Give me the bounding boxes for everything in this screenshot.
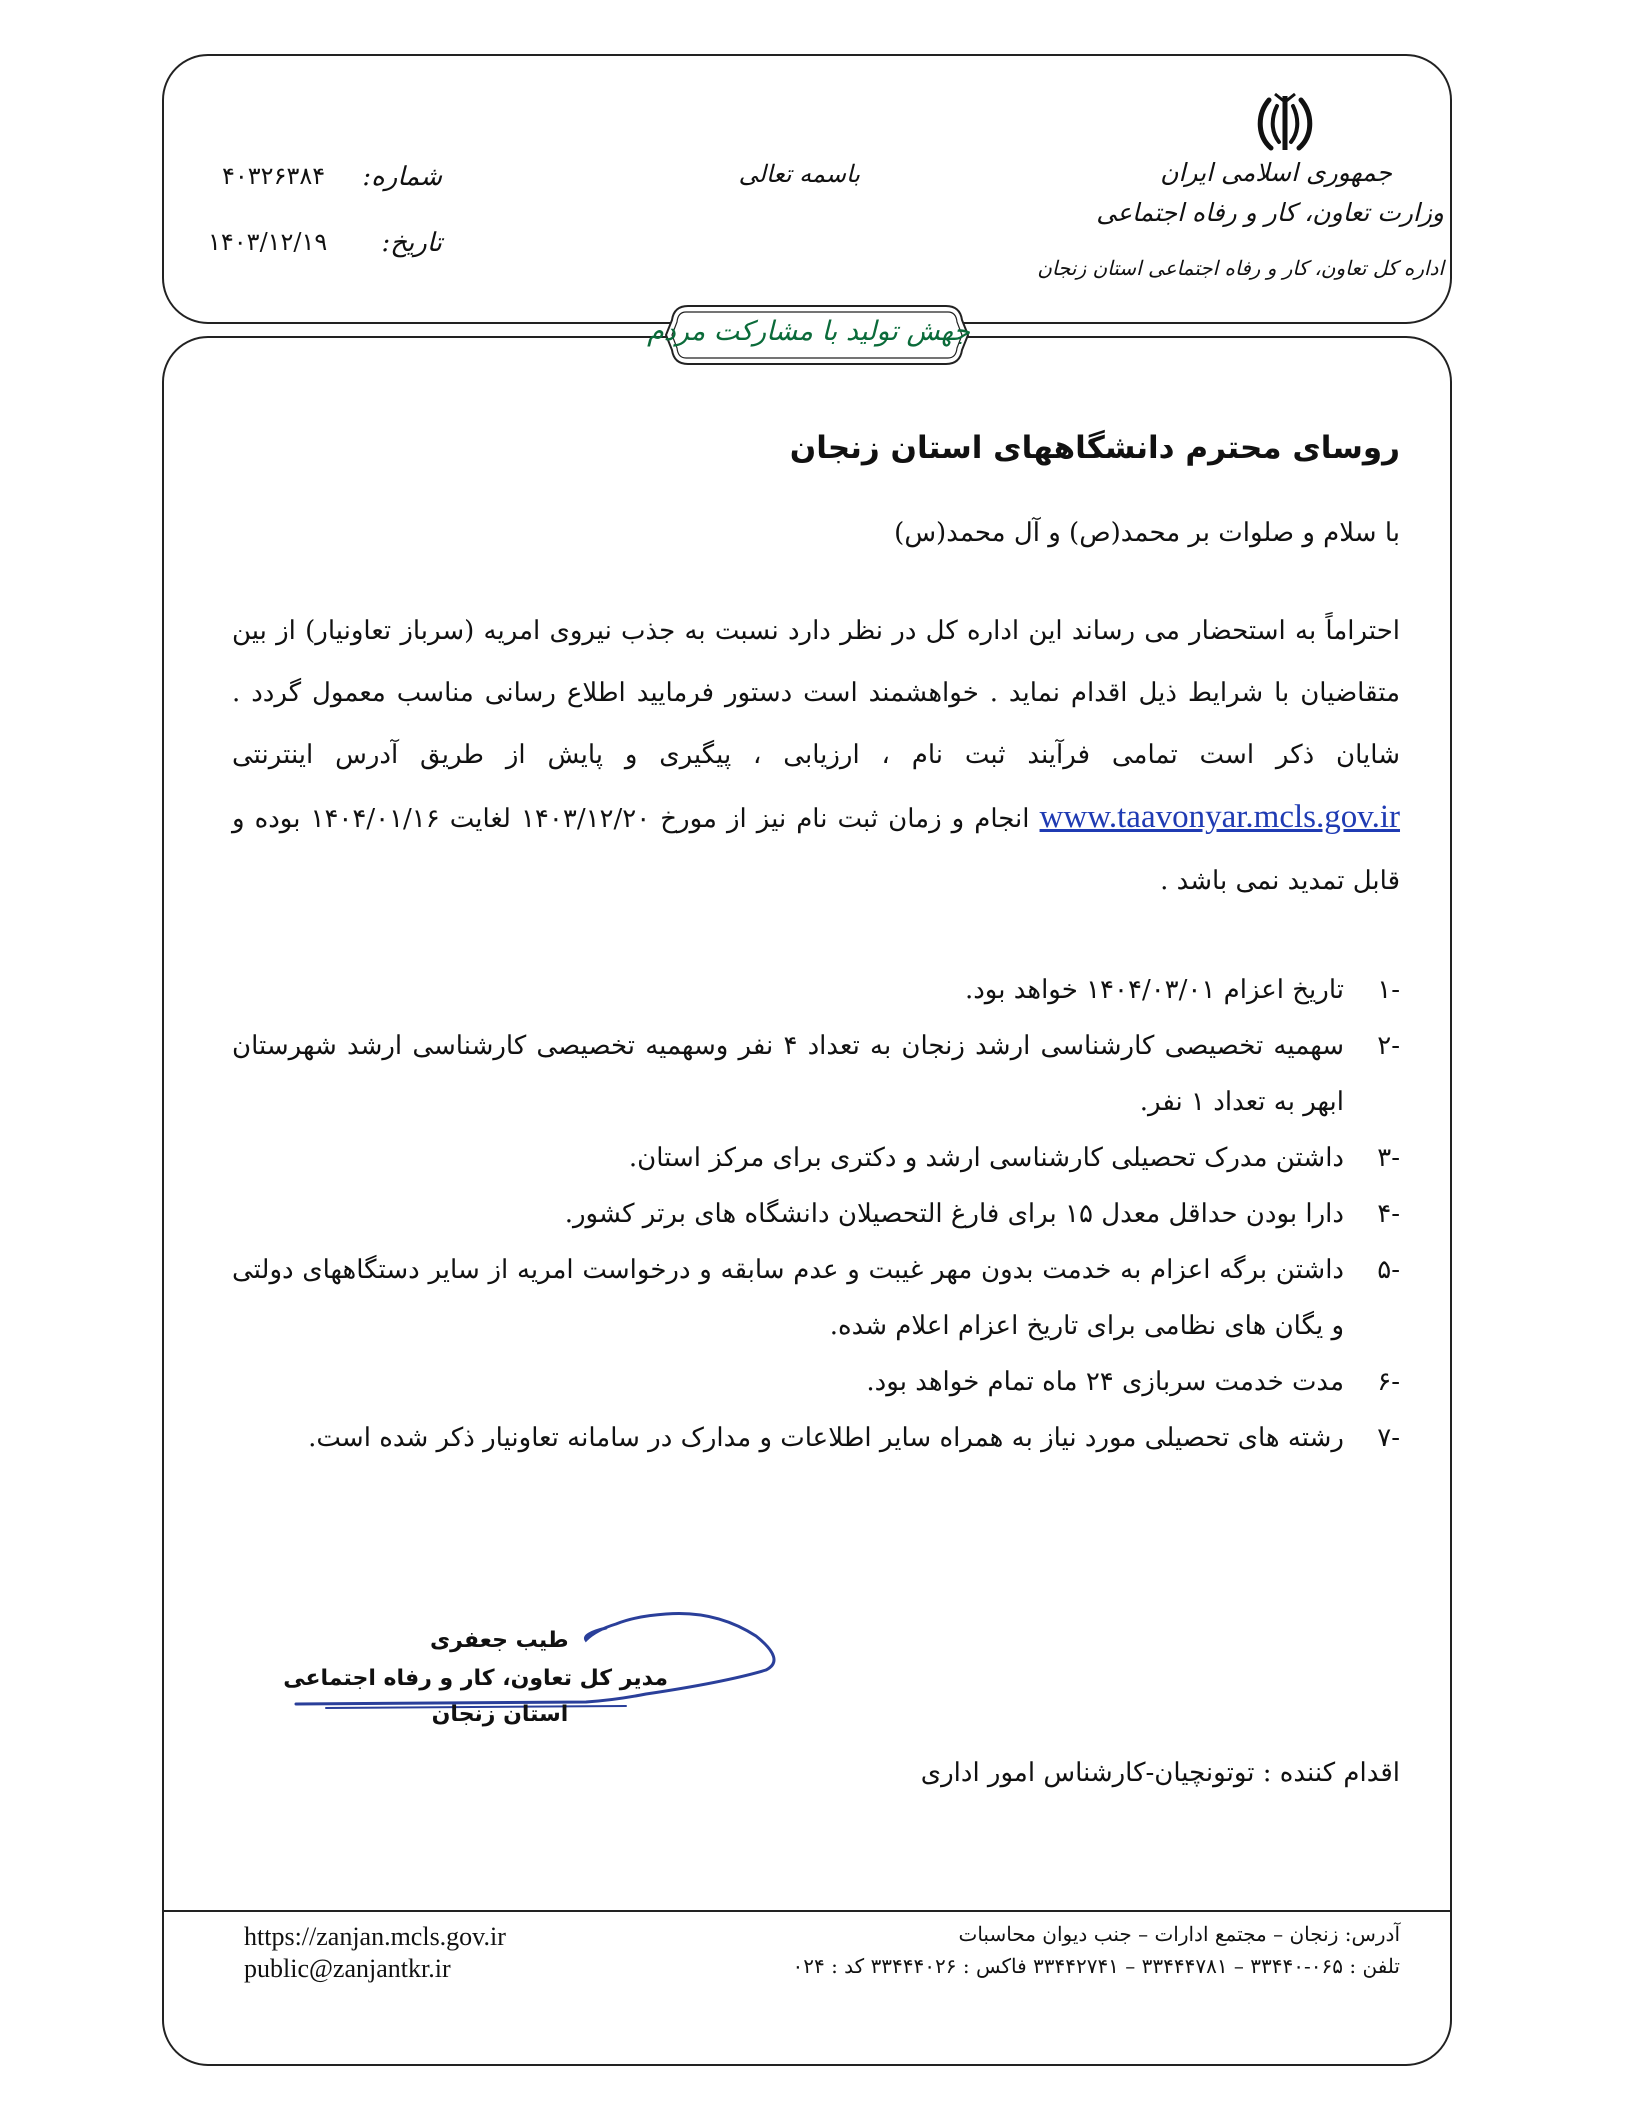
signatory-name: طیب جعفری bbox=[430, 1628, 569, 1653]
slogan-text: جهش تولید با مشارکت مردم bbox=[647, 316, 970, 347]
gov-line-directorate: اداره کل تعاون، کار و رفاه اجتماعی استان زنجان bbox=[1037, 256, 1444, 280]
greeting: با سلام و صلوات بر محمد(ص) و آل محمد(س) bbox=[894, 518, 1400, 548]
list-item-number: -۵ bbox=[1377, 1255, 1400, 1285]
taavonyar-link[interactable]: www.taavonyar.mcls.gov.ir bbox=[1039, 799, 1401, 835]
footer-email-link[interactable]: public@zanjantkr.ir bbox=[244, 1954, 451, 1983]
footer-address: آدرس: زنجان – مجتمع ادارات – جنب دیوان محاسبات bbox=[958, 1922, 1400, 1946]
list-item-number: -۱ bbox=[1377, 975, 1400, 1005]
list-item-number: -۴ bbox=[1377, 1199, 1400, 1229]
footer-website-link[interactable]: https://zanjan.mcls.gov.ir bbox=[244, 1922, 506, 1951]
recipient-heading: روسای محترم دانشگاههای استان زنجان bbox=[789, 430, 1400, 466]
letter-number-value: ۴۰۳۲۶۳۸۴ bbox=[222, 162, 326, 190]
list-item bbox=[232, 1130, 1400, 1186]
list-item-text: دارا بودن حداقل معدل ۱۵ برای فارغ التحصیلان دانشگاه های برتر کشور. bbox=[564, 1199, 1344, 1229]
body-paragraph bbox=[232, 600, 1400, 912]
signatory-title: مدیر کل تعاون، کار و رفاه اجتماعی bbox=[283, 1666, 668, 1691]
signatory-province: استان زنجان bbox=[431, 1702, 569, 1727]
paragraph-text-before-link: احتراماً به استحضار می رساند این اداره کل در نظر دارد نسبت به جذب نیروی امریه (سرباز تعاونیار) از بین متقاضیان با شرایط ذیل اقدام نماید . خواهشمند است دستور فرمایید اطلاع رسانی مناسب معمول گردد . شایان ذکر است تمامی فرآیند ثبت نام ، ارزیابی ، پیگیری و پایش از طریق آدرس اینترنتی bbox=[232, 616, 1400, 770]
list-item-number: -۷ bbox=[1377, 1423, 1400, 1453]
footer-phone: تلفن : ۰۶۵-۳۳۴۴۰ – ۳۳۴۴۴۷۸۱ – ۳۳۴۴۲۷۴۱ فاکس : ۳۳۴۴۴۰۲۶ کد : ۰۲۴ bbox=[792, 1954, 1400, 1978]
list-item-text: داشتن مدرک تحصیلی کارشناسی ارشد و دکتری برای مرکز استان. bbox=[628, 1143, 1344, 1173]
list-item-text: داشتن برگه اعزام به خدمت بدون مهر غیبت و عدم سابقه و درخواست امریه از سایر دستگاههای دولتی و یگان های نظامی برای تاریخ اعزام اعلام شده. bbox=[232, 1255, 1344, 1341]
letter-number-label: شماره: bbox=[362, 162, 442, 192]
list-item bbox=[232, 1242, 1400, 1354]
gov-line-ministry: وزارت تعاون، کار و رفاه اجتماعی bbox=[1096, 198, 1444, 227]
prepared-by: اقدام کننده : توتونچیان-کارشناس امور اداری bbox=[920, 1758, 1400, 1788]
list-item-number: -۲ bbox=[1377, 1031, 1400, 1061]
list-item bbox=[232, 1354, 1400, 1410]
footer-divider bbox=[162, 1910, 1452, 1912]
iran-emblem-icon bbox=[1255, 92, 1315, 158]
list-item bbox=[232, 1018, 1400, 1130]
list-item-text: مدت خدمت سربازی ۲۴ ماه تمام خواهد بود. bbox=[866, 1367, 1344, 1397]
list-item bbox=[232, 1410, 1400, 1466]
conditions-list bbox=[232, 962, 1400, 1466]
paragraph-text-after-link: انجام و زمان ثبت نام نیز از مورخ ۱۴۰۳/۱۲/۲۰ لغایت ۱۴۰۴/۰۱/۱۶ بوده و قابل تمدید نمی باشد . bbox=[232, 804, 1400, 896]
slogan-banner bbox=[647, 302, 970, 368]
letter-date-value: ۱۴۰۳/۱۲/۱۹ bbox=[208, 228, 328, 256]
bismillah: باسمه تعالی bbox=[738, 160, 860, 188]
list-item bbox=[232, 1186, 1400, 1242]
list-item-text: تاریخ اعزام ۱۴۰۴/۰۳/۰۱ خواهد بود. bbox=[964, 975, 1344, 1005]
gov-line-republic: جمهوری اسلامی ایران bbox=[1160, 158, 1392, 187]
list-item-number: -۳ bbox=[1377, 1143, 1400, 1173]
letter-date-label: تاریخ: bbox=[381, 228, 442, 258]
list-item bbox=[232, 962, 1400, 1018]
list-item-text: سهمیه تخصیصی کارشناسی ارشد زنجان به تعداد ۴ نفر وسهمیه تخصیصی کارشناسی ارشد شهرستان ابهر به تعداد ۱ نفر. bbox=[232, 1031, 1344, 1117]
list-item-number: -۶ bbox=[1377, 1367, 1400, 1397]
list-item-text: رشته های تحصیلی مورد نیاز به همراه سایر اطلاعات و مدارک در سامانه تعاونیار ذکر شده است. bbox=[308, 1423, 1344, 1453]
